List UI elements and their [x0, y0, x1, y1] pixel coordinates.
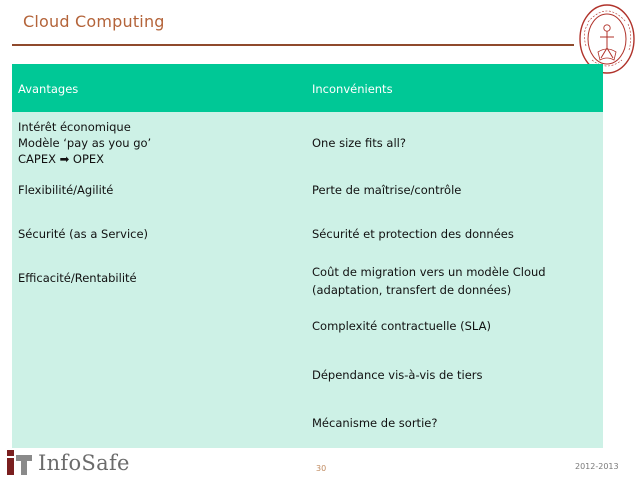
advantage-line: Sécurité (as a Service)	[18, 227, 149, 241]
disadvantage-item	[312, 318, 491, 334]
advantage-item	[18, 119, 151, 167]
disadvantage-line: Perte de maîtrise/contrôle	[312, 183, 462, 197]
advantage-line: Efficacité/Rentabilité	[18, 271, 137, 285]
comparison-table	[12, 64, 603, 448]
header-inconvenients: Inconvénients	[312, 82, 393, 96]
disadvantage-item	[312, 182, 461, 198]
infosafe-logo	[6, 447, 146, 477]
page-number: 30	[316, 464, 327, 473]
title-divider	[12, 44, 574, 46]
disadvantage-item	[312, 367, 483, 383]
disadvantage-line: Complexité contractuelle (SLA)	[312, 319, 491, 333]
advantage-item	[18, 270, 137, 286]
advantage-item	[18, 182, 113, 198]
advantage-line: Intérêt économique	[18, 120, 131, 134]
disadvantage-line: Sécurité et protection des données	[312, 227, 514, 241]
academic-year: 2012-2013	[575, 462, 619, 471]
disadvantage-line: Coût de migration vers un modèle Cloud	[312, 265, 546, 279]
logo-text: InfoSafe	[38, 451, 130, 475]
disadvantage-line: Dépendance vis-à-vis de tiers	[312, 368, 483, 382]
header-avantages: Avantages	[18, 82, 79, 96]
disadvantage-line: (adaptation, transfert de données)	[312, 283, 512, 297]
disadvantage-item	[312, 263, 546, 299]
disadvantage-line: Mécanisme de sortie?	[312, 416, 438, 430]
disadvantage-item	[312, 226, 514, 242]
disadvantage-line: One size fits all?	[312, 136, 406, 150]
advantage-item	[18, 226, 148, 242]
disadvantage-item	[312, 135, 406, 151]
table-header	[12, 64, 603, 112]
advantage-line: Flexibilité/Agilité	[18, 183, 114, 197]
infosafe-mark-icon	[6, 447, 34, 477]
disadvantage-item	[312, 415, 437, 431]
slide-title: Cloud Computing	[23, 12, 165, 31]
advantage-line: Modèle ‘pay as you go’	[18, 136, 152, 150]
advantage-line: CAPEX ➡ OPEX	[18, 152, 105, 166]
